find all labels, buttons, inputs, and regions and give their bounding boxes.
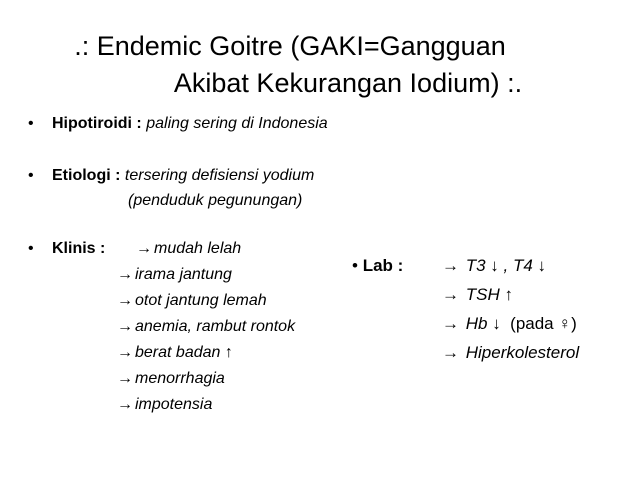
arrow-icon: → (117, 292, 133, 309)
lab-item: → T3 ↓ , T4 ↓ (442, 256, 547, 275)
hipotiroidi-text: paling sering di Indonesia (146, 115, 328, 132)
arrow-icon: → (117, 396, 133, 413)
bullet-etiologi (28, 167, 314, 185)
klinis-item: → irama jantung (117, 266, 232, 283)
title-line-2: Akibat Kekurangan Iodium) :. (173, 68, 523, 98)
klinis-item: → menorrhagia (117, 370, 225, 387)
arrow-icon: → (117, 344, 133, 361)
bullet-dot: • (28, 240, 34, 257)
etiologi-text-2: (penduduk pegunungan) (128, 192, 303, 209)
klinis-item: → otot jantung lemah (117, 292, 267, 309)
bullet-hipotiroidi (28, 115, 328, 133)
etiologi-text: tersering defisiensi yodium (124, 167, 315, 184)
klinis-item: → anemia, rambut rontok (117, 318, 296, 335)
lab-item: → Hb ↓ (pada ♀) (442, 314, 577, 333)
lab-item: → Hiperkolesterol (442, 343, 580, 362)
hipotiroidi-label: Hipotiroidi : (52, 115, 142, 132)
arrow-icon: → (442, 343, 459, 362)
arrow-icon: → (442, 256, 459, 275)
bullet-lab (352, 256, 403, 276)
arrow-icon: → (117, 370, 133, 387)
lab-label: Lab : (362, 256, 404, 275)
arrow-icon: → (442, 314, 459, 333)
slide-title (0, 28, 638, 102)
arrow-icon: → (117, 266, 133, 283)
klinis-label: Klinis : (52, 240, 106, 257)
klinis-item: → impotensia (117, 396, 213, 413)
arrow-icon: → (117, 318, 133, 335)
lab-item: → TSH ↑ (442, 285, 513, 304)
klinis-item: → berat badan ↑ (117, 344, 233, 361)
bullet-dot: • (28, 167, 34, 184)
bullet-dot: • (352, 256, 358, 275)
bullet-klinis (28, 240, 105, 258)
bullet-dot: • (28, 115, 34, 132)
arrow-icon: → (136, 240, 152, 257)
klinis-item: → mudah lelah (136, 240, 242, 257)
etiologi-label: Etiologi : (52, 167, 121, 184)
arrow-icon: → (442, 285, 459, 304)
title-line-1: .: Endemic Goitre (GAKI=Gangguan (74, 31, 506, 61)
